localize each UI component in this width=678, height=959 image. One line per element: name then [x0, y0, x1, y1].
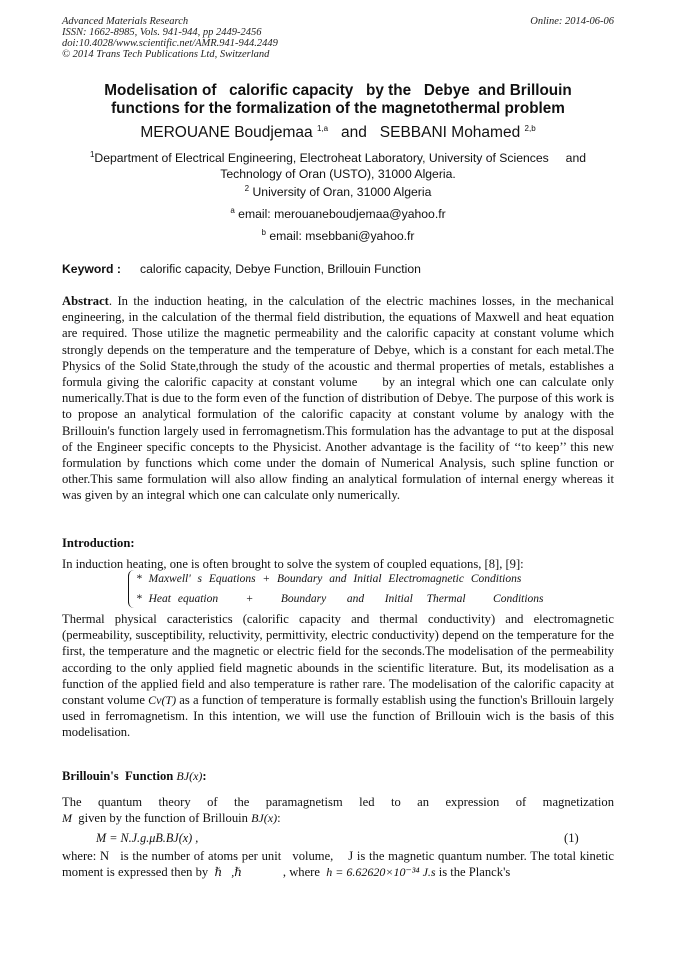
- author-2-mark: 2,b: [524, 123, 536, 133]
- bj-heading-formula: BJ(x): [176, 769, 203, 783]
- where-text-1: where: N is the number of atoms per unit volume, J is the magnetic quantum number. The total kinetic moment is expressed then by: [62, 849, 618, 880]
- affiliation-1-text: Department of Electrical Engineering, Electroheat Laboratory, University of Sciences and Technology of Oran (USTO), 31000 Algeria.: [94, 151, 590, 181]
- email-a-mark: a: [230, 205, 235, 215]
- brillouin-text-1: The quantum theory of the paramagnetism led to an expression of magnetization: [62, 795, 614, 809]
- bj-formula: BJ(x): [251, 811, 278, 826]
- email-b-mark: b: [261, 227, 266, 237]
- author-and: and: [340, 124, 367, 141]
- doi-line: doi:10.4028/www.scientific.net/AMR.941-944.2449: [62, 38, 278, 49]
- abstract-text: . In the induction heating, in the calculation of the electric machines losses, in the mechanical engineering, in the calculation of the thermal field distribution, the equations of Maxwell and heat equation are required. Those utilize the magnetic permeability and the calorific capacity at constant volume which strongly depends on the temperature and the temperature of Debye, which is a constant for each metal.The Physics of the Solid State,through the study of the acoustic and thermal properties of metals, establishes a formula giving the calorific capacity at constant volume by an integral which one can calculate only numerically.That is due to the form even of the function of distribution of Debye. The purpose of this work is to propose an analytical formulation of the calorific capacity at constant volume by analogy with the Brillouin's function largely used in ferromagnetism.This formulation has the advantage to put at the disposal of the Engineer specific concepts to the Physicist. Another advantage is the facility of ‘‘to keep’’ this new formulation by functions which come under the domain of Numerical Analysis, such spline function or other.This same formulation will also allow finding an analytical formulation of internal energy whereas it was given by an integral which one can calculate only numerically.: [62, 294, 618, 503]
- paper-title: [62, 82, 614, 118]
- equation-maxwell: * Maxwell' s Equations + Boundary and Initial Electromagnetic Conditions: [136, 573, 522, 585]
- title-line-2: functions for the formalization of the magnetothermal problem: [111, 100, 565, 117]
- keyword-label: Keyword :: [62, 262, 121, 276]
- brillouin-heading-text: Brillouin's Function: [62, 769, 177, 783]
- affiliation-2: [62, 184, 614, 200]
- where-text-2: , where: [241, 865, 327, 880]
- hbar-symbol: ℏ ,ℏ: [214, 865, 242, 880]
- brillouin-heading: [62, 769, 207, 784]
- affiliation-1: [62, 150, 614, 182]
- brillouin-text-2: given by the function of Brillouin: [72, 811, 252, 826]
- m-symbol: M: [62, 811, 72, 826]
- brillouin-heading-colon: :: [202, 769, 207, 783]
- abstract: [62, 293, 618, 504]
- magnetization-formula: M = N.J.g.μB.BJ(x) ,: [96, 831, 199, 845]
- email-a-text: email: merouaneboudjemaa@yahoo.fr: [238, 207, 446, 221]
- online-date: Online: 2014-06-06: [530, 16, 614, 27]
- coupled-equations: [136, 569, 544, 609]
- introduction-body: [62, 611, 614, 741]
- cv-formula: Cv(T): [148, 693, 177, 708]
- keyword-list: calorific capacity, Debye Function, Brillouin Function: [140, 262, 421, 276]
- where-paragraph: [62, 848, 618, 880]
- affiliation-1-mark: 1: [89, 149, 95, 159]
- email-a: [62, 206, 614, 222]
- brillouin-text-3: :: [277, 811, 281, 826]
- brillouin-body: [62, 794, 614, 826]
- abstract-label: Abstract: [62, 294, 109, 308]
- introduction-text-1: Thermal physical caracteristics (calorific capacity and thermal conductivity) and electromagnetic (permeability, susceptibility, reluctivity, permittivity, electric conductivity) depend on the temperature for the first, the temperature and the magnetic or electric field for the seconds.The modelisation of the permeability according to the only applied field magnetic abounds in the scientific literature. But, its modelisation as a function of the applied field and also temperature is rather rare. The modelisation of the calorific capacity at constant volume: [62, 612, 614, 708]
- planck-constant: h = 6.62620×10⁻³⁴ J.s: [326, 865, 436, 880]
- email-b-text: email: msebbani@yahoo.fr: [269, 229, 415, 243]
- introduction-heading: Introduction:: [62, 536, 135, 550]
- issn-line: ISSN: 1662-8985, Vols. 941-944, pp 2449-2456: [62, 27, 262, 38]
- journal-name: Advanced Materials Research: [62, 16, 189, 27]
- introduction-lead: In induction heating, one is often brought to solve the system of coupled equations, [8], [9]:: [62, 557, 524, 571]
- author-line: [62, 124, 614, 142]
- equation-number: (1): [564, 831, 579, 845]
- author-1: MEROUANE Boudjemaa: [140, 124, 317, 141]
- left-brace: [128, 570, 135, 608]
- keywords: [62, 262, 421, 276]
- where-text-3: is the Planck's: [435, 865, 511, 880]
- copyright-line: © 2014 Trans Tech Publications Ltd, Switzerland: [62, 49, 270, 60]
- equation-heat: * Heat equation + Boundary and Initial Thermal Conditions: [136, 593, 544, 605]
- title-line-1: Modelisation of calorific capacity by the Debye and Brillouin: [104, 82, 572, 99]
- author-2: SEBBANI Mohamed: [379, 124, 525, 141]
- email-b: [62, 228, 614, 244]
- author-1-mark: 1,a: [316, 123, 329, 133]
- running-header: [62, 16, 278, 60]
- affiliation-2-text: University of Oran, 31000 Algeria: [252, 185, 432, 199]
- introduction-text-2: as a function of temperature is formally establish using the function's Brillouin largely used in ferromagnetism. In this intention, we will use the function of Brillouin wich is the basis of this modelisation.: [62, 693, 614, 740]
- affiliation-2-mark: 2: [244, 183, 250, 193]
